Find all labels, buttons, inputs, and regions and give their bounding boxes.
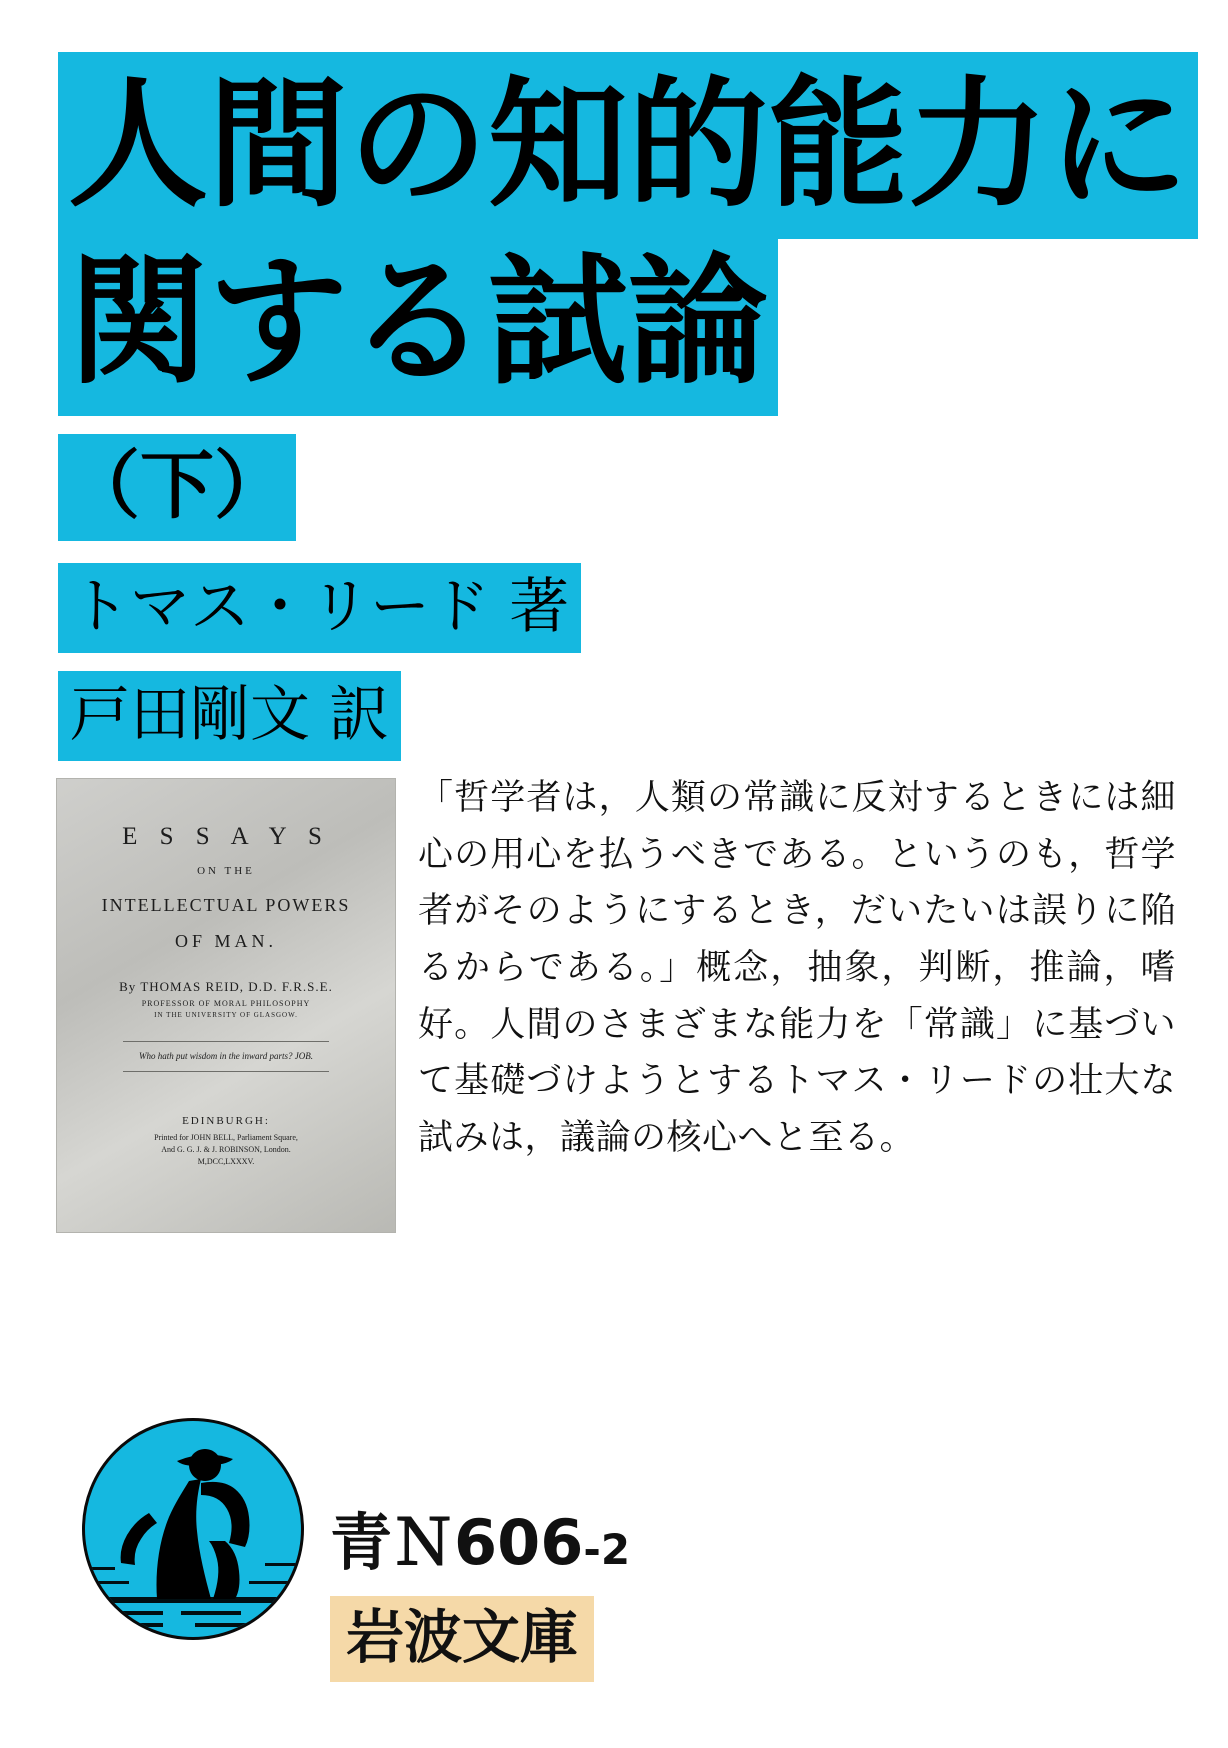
- thumb-divider-bottom: [123, 1071, 329, 1072]
- blurb-text: 「哲学者は，人類の常識に反対するときには細心の用心を払うべきである。というのも，哲学者がそのようにするとき，だいたいは誤りに陥るからである。」概念，抽象，判断，推論，嗜好。人間のさまざまな能力を「常識」に基づいて基礎づけようとするトマス・リードの壮大な試みは，議論の核心へと至る。: [418, 778, 1176, 1159]
- thumb-professor-line-2: IN THE UNIVERSITY OF GLASGOW.: [154, 1011, 298, 1019]
- shelf-code-main: 青Ｎ606: [330, 1506, 584, 1579]
- translator-name: 戸田剛文 訳: [58, 671, 401, 761]
- thumb-title: E S S A Y S: [122, 823, 330, 850]
- page-title-line-1: 人間の知的能力に: [58, 52, 1198, 239]
- author-name: トマス・リード 著: [58, 563, 581, 653]
- thumb-subject: INTELLECTUAL POWERS: [101, 895, 351, 915]
- thumb-on-the: ON THE: [197, 865, 255, 877]
- thumb-epigraph: Who hath put wisdom in the inward parts? JOB.: [139, 1051, 313, 1061]
- title-page-thumbnail: [56, 778, 396, 1233]
- shelf-code-suffix: -2: [583, 1525, 631, 1574]
- iwanami-sower-emblem: [82, 1418, 304, 1640]
- thumb-professor-line-1: PROFESSOR OF MORAL PHILOSOPHY: [141, 999, 311, 1008]
- thumb-divider-top: [123, 1041, 329, 1042]
- title-block: [58, 52, 1189, 761]
- blurb-area: [56, 770, 1176, 1239]
- page-title-line-2: 関する試論: [58, 229, 778, 416]
- thumb-by-line: By THOMAS REID, D.D. F.R.S.E.: [119, 979, 333, 994]
- thumb-printer-line-1: Printed for JOHN BELL, Parliament Square,: [154, 1133, 298, 1142]
- volume-label: （下）: [58, 434, 296, 541]
- thumb-city: EDINBURGH:: [182, 1115, 270, 1127]
- thumb-printer-line-2: And G. G. J. & J. ROBINSON, London.: [161, 1145, 291, 1154]
- imprint-badge: 岩波文庫: [330, 1596, 594, 1682]
- thumb-year: M,DCC,LXXXV.: [197, 1157, 255, 1166]
- shelf-code: [330, 1506, 631, 1579]
- thumb-of-man: OF MAN.: [174, 931, 277, 951]
